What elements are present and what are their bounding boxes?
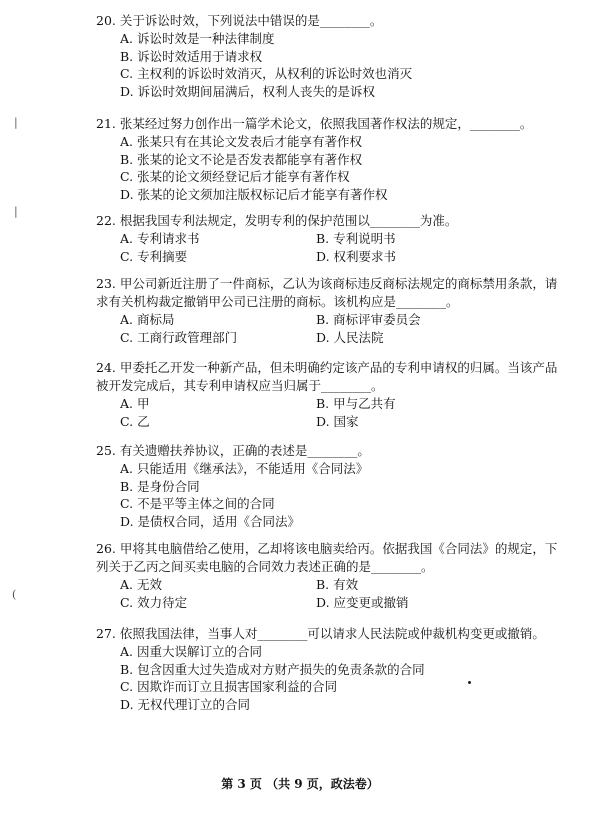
option-c: C. 工商行政管理部门 [120,329,238,345]
option-d: D. 张某的论文须加注版权标记后才能享有著作权 [120,186,388,202]
question-stem: 22. 根据我国专利法规定，发明专利的保护范围以________为准。 [96,213,458,228]
option-d: D. 是债权合同，适用《合同法》 [120,513,301,529]
scan-mark: | [14,116,18,129]
option-b: B. 甲与乙共有 [316,396,396,411]
options-grid [120,311,568,346]
option-a: A. 因重大误解订立的合同 [120,644,262,659]
option-b: B. 包含因重大过失造成对方财产损失的免责条款的合同 [120,661,425,677]
option-c: C. 张某的论文须经登记后才能享有著作权 [120,169,350,185]
option-c: C. 因欺诈而订立且损害国家利益的合同 [120,679,338,695]
scan-mark: ( [12,588,17,601]
question-stem: 27. 依照我国法律，当事人对________可以请求人民法院或仲裁机构变更或撤销。 [96,626,545,641]
option-b: B. 商标评审委员会 [316,312,421,327]
option-c: C. 主权利的诉讼时效消灭，从权利的诉讼时效也消灭 [120,66,413,82]
option-c: C. 不是平等主体之间的合同 [120,496,275,512]
option-a: A. 甲 [120,396,150,411]
options-grid [120,230,568,265]
options-grid [120,576,568,611]
question-25 [96,442,568,530]
question-27 [96,625,568,713]
option-d: D. 权利要求书 [316,248,397,264]
question-stem: 21. 张某经过努力创作出一篇学术论文，依照我国著作权法的规定，________。 [96,116,533,131]
question-stem: 20. 关于诉讼时效，下列说法中错误的是________。 [96,13,383,28]
option-b: B. 有效 [316,577,359,592]
scan-mark: | [14,205,18,218]
option-b: B. 诉讼时效适用于请求权 [120,48,263,64]
option-a: A. 商标局 [120,312,175,327]
option-a: A. 专利请求书 [120,231,200,246]
option-d: D. 国家 [316,413,359,429]
question-26 [96,540,568,611]
option-d: D. 应变更或撤销 [316,594,409,610]
option-a: A. 张某只有在其论文发表后才能享有著作权 [120,134,362,149]
option-b: B. 张某的论文不论是否发表都能享有著作权 [120,151,363,167]
question-22 [96,212,568,265]
question-stem: 24. 甲委托乙开发一种新产品，但未明确约定该产品的专利申请权的归属。当该产品被开发完成后，其专利申请权应当归属于________。 [96,360,558,393]
option-a: A. 只能适用《继承法》，不能适用《合同法》 [120,461,369,476]
scan-speck [468,681,471,684]
option-c: C. 乙 [120,413,150,429]
question-20 [96,12,568,100]
option-d: D. 无权代理订立的合同 [120,696,251,712]
option-a: A. 无效 [120,577,162,592]
option-d: D. 诉讼时效期间届满后，权利人丧失的是诉权 [120,83,376,99]
options-grid [120,395,568,430]
page-footer: 第 3 页 （共 9 页，政法卷） [221,777,379,791]
option-d: D. 人民法院 [316,329,384,345]
option-c: C. 专利摘要 [120,248,188,264]
option-c: C. 效力待定 [120,594,188,610]
question-stem: 26. 甲将其电脑借给乙使用，乙却将该电脑卖给丙。依据我国《合同法》的规定，下列关于乙丙之间买卖电脑的合同效力表述正确的是________。 [96,541,558,574]
question-21 [96,115,568,203]
option-a: A. 诉讼时效是一种法律制度 [120,31,275,46]
option-b: B. 专利说明书 [316,231,396,246]
question-24 [96,359,568,430]
question-23 [96,275,568,346]
question-stem: 25. 有关遗赠扶养协议，正确的表述是________。 [96,443,370,458]
option-b: B. 是身份合同 [120,478,200,494]
question-stem: 23. 甲公司新近注册了一件商标，乙认为该商标违反商标法规定的商标禁用条款，请求有关机构裁定撤销甲公司已注册的商标。该机构应是________。 [96,276,558,309]
